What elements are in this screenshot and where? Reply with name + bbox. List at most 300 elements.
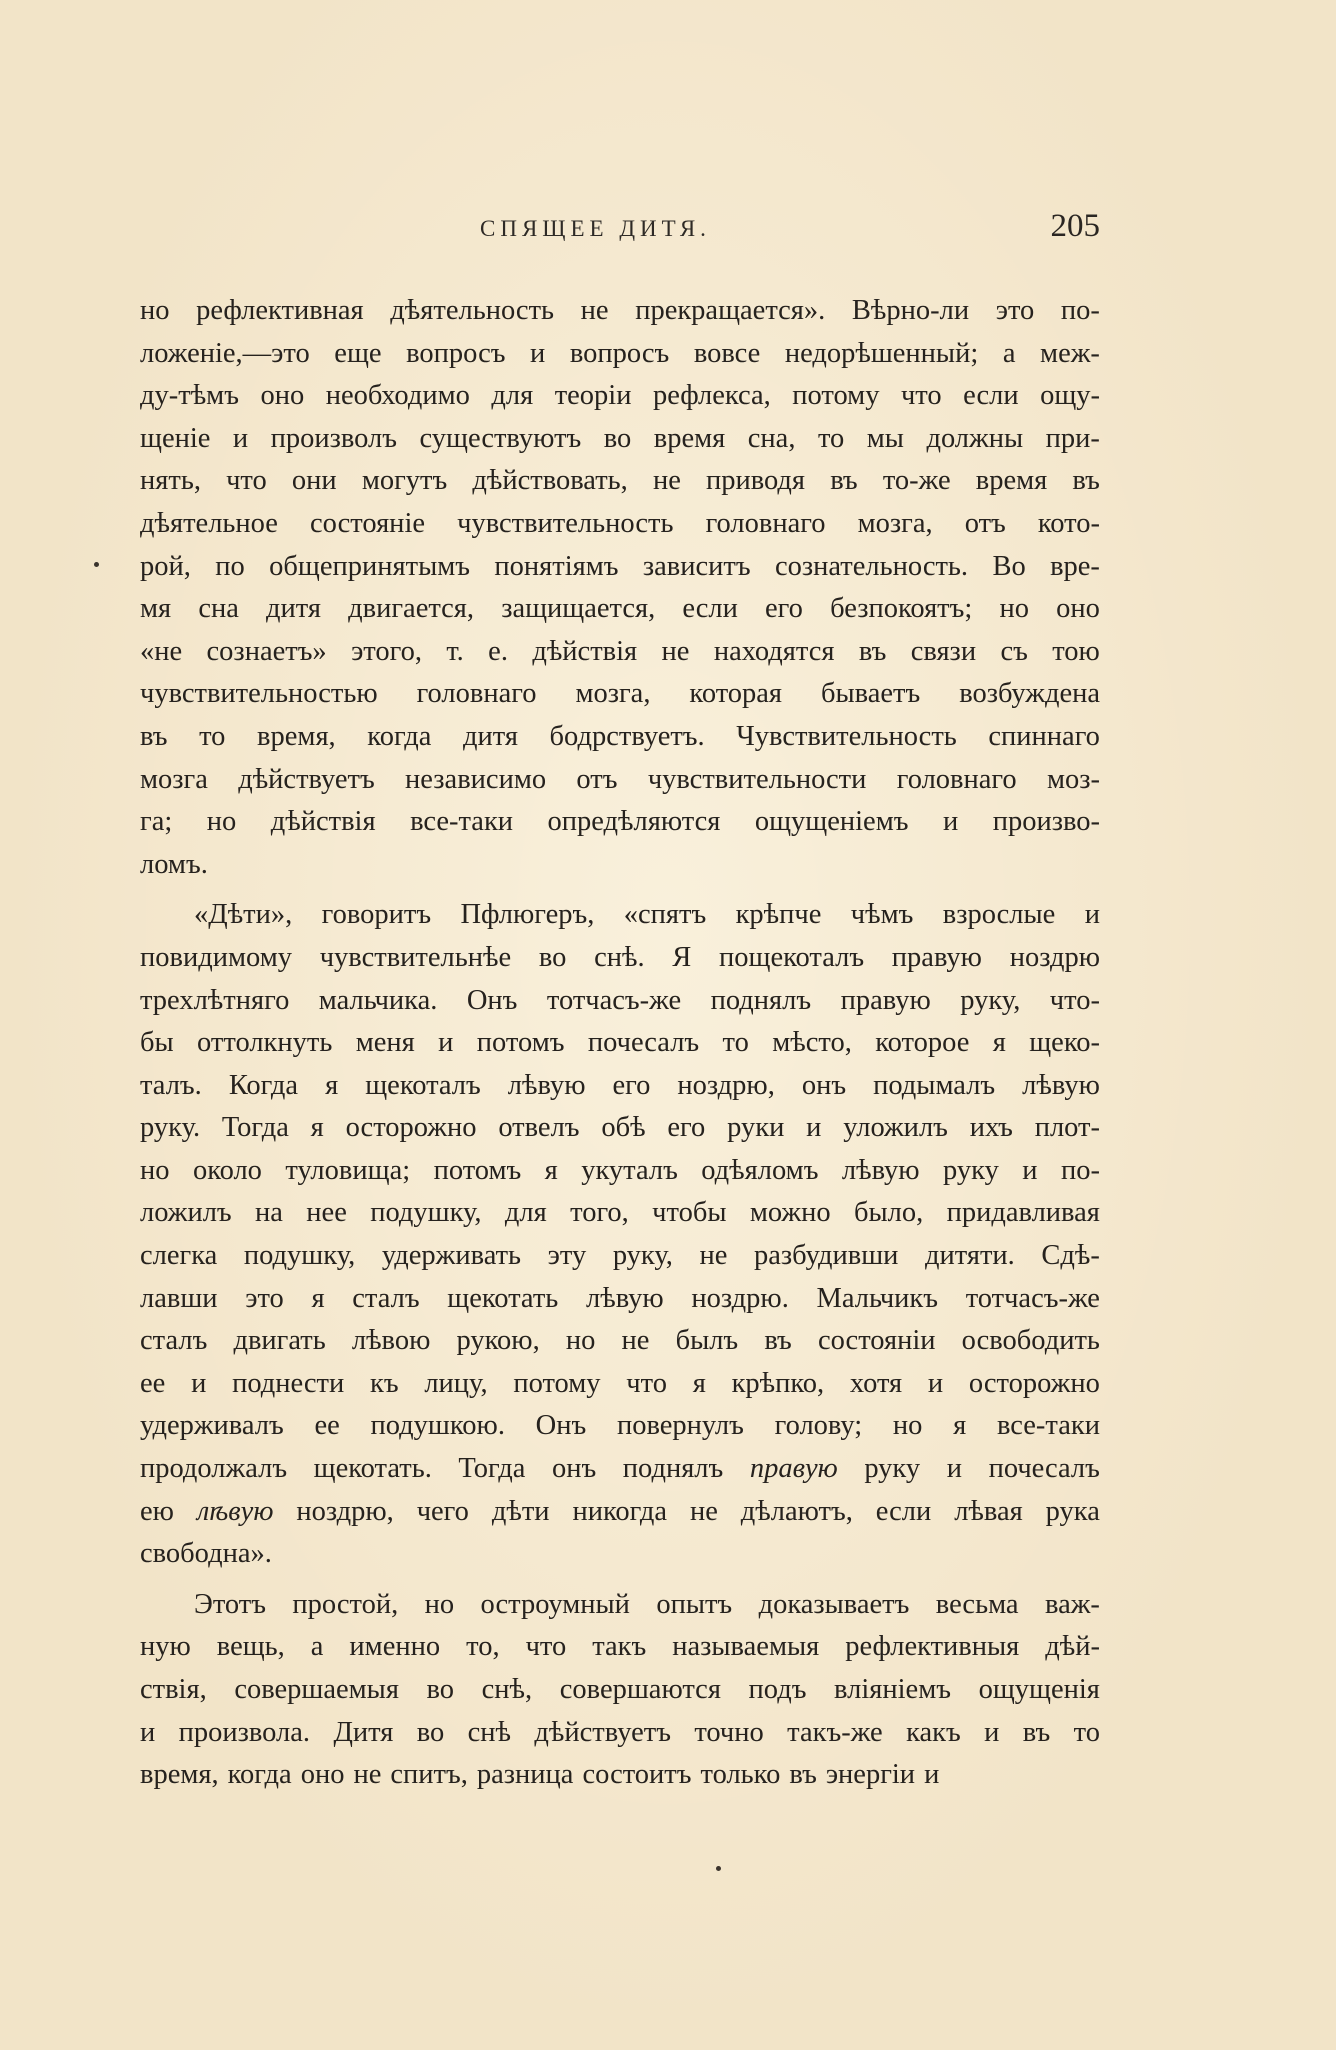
word: руки [727,1112,785,1144]
word: правую [840,984,931,1016]
word: и [191,1367,207,1399]
word: рой, [140,550,191,582]
word: Когда [228,1069,299,1101]
word: лѣвую [841,1154,920,1186]
word: Тогда [458,1453,526,1485]
word: дѣти [491,1495,550,1527]
word: снѣ [467,1716,512,1748]
word: лѣвую [507,1069,586,1101]
word: туловища; [285,1154,411,1186]
word: сталъ [352,1282,420,1314]
word: все-таки [996,1410,1100,1442]
word: и [1022,1154,1038,1186]
word: не [652,465,681,497]
word: онъ [801,1069,847,1101]
text-line [140,1669,1100,1712]
word: оттолкнуть [197,1027,333,1059]
word: съ [1000,635,1028,667]
word: кото- [1037,507,1100,539]
word: крѣпко, [731,1367,825,1399]
word: удерживать [381,1240,522,1272]
word: и [946,1453,962,1485]
word: слегка [140,1240,218,1272]
word: я [692,1367,706,1399]
word: и [530,337,546,369]
word: что- [1049,984,1100,1016]
word: укуталъ [581,1154,678,1186]
word: но [892,1410,923,1442]
word: состоитъ [582,1759,692,1791]
word: обѣ [601,1112,646,1144]
word: оно [1056,593,1100,625]
word: Чувствительность [736,720,957,752]
word: подушкою. [370,1410,505,1442]
paragraph [140,894,1100,1576]
word: но [140,1154,170,1186]
word: рефлективныя [845,1631,1020,1663]
word: освободить [961,1325,1100,1357]
text-line [140,1754,1100,1797]
text-line [140,460,1100,503]
word: тотчасъ-же [546,984,682,1016]
text-line [140,631,1100,674]
ink-speck [716,1866,721,1871]
word: если [963,380,1019,412]
word: рефлекса, [652,380,771,412]
word: лѣвую [586,1282,664,1314]
word: отъ [964,507,1006,539]
paragraph-gap [140,1576,1100,1584]
word: «спятъ [623,899,707,931]
word: чувствительность [457,507,674,539]
word: дѣйствія [532,635,638,667]
word: говоритъ [321,899,432,931]
word: что [525,1631,567,1663]
word: головнаго [896,763,1017,795]
word: удерживалъ [140,1410,284,1442]
ink-speck [94,562,99,567]
word: я [953,1410,967,1442]
word: я [311,1282,325,1314]
word: не [353,1759,382,1791]
word: повернулъ [616,1410,744,1442]
word: въ [858,635,887,667]
word: что [900,380,942,412]
word: то [722,1027,749,1059]
word: еще [334,337,382,369]
text-line [140,1626,1100,1669]
text-line [140,1065,1100,1108]
word: ную [140,1631,191,1663]
word: почесалъ [587,1027,700,1059]
word: Мальчикъ [816,1282,938,1314]
word: ложеніе,—это [140,337,310,369]
word: защищается, [501,593,656,625]
word: находятся [713,635,835,667]
word: бы [140,1027,174,1059]
word: такъ-же [787,1716,883,1748]
word: прекращается». [635,295,826,326]
word: меж- [1040,337,1100,369]
word: чѣмъ [850,899,914,931]
word: е. [488,635,508,667]
text-line [140,333,1100,376]
word: мя [140,593,172,625]
word: если [875,1495,932,1527]
word: почесалъ [988,1453,1100,1485]
word: то [817,422,845,454]
word: свободна». [140,1538,272,1570]
word: и [927,1367,944,1399]
word: во [416,1716,445,1748]
word: и [1084,899,1100,931]
word: и [438,1027,454,1059]
word: то-же [882,465,951,497]
word: ощущеніемъ [754,806,909,838]
word: доказываетъ [758,1588,910,1620]
word: опредѣляются [547,806,721,838]
word: произво- [992,806,1100,838]
word: оно [260,380,305,412]
word: на [255,1197,283,1229]
word: взрослые [942,899,1056,931]
word: двигается, [348,593,475,625]
word: я [310,1112,324,1144]
word: понятіямъ [494,550,619,582]
paragraph [140,1584,1100,1797]
word: къ [369,1367,399,1399]
page-number: 205 [1050,208,1100,244]
word: правую [749,1453,838,1485]
word: рефлективная [196,295,364,326]
word: лицу, [424,1367,488,1399]
word: ломъ. [140,848,208,880]
word: бываетъ [821,678,921,710]
word: безпокоятъ; [830,593,973,625]
word: для [491,380,534,412]
word: остроумный [480,1588,630,1620]
text-line [140,801,1100,844]
word: дѣйствуетъ [238,763,375,795]
word: при- [1045,422,1100,454]
word: чувствительнѣе [319,941,512,973]
word: сна, [747,422,796,454]
word: мозга [140,763,208,795]
word: по [215,550,245,582]
word: того, [570,1197,629,1229]
word: осторожно [345,1112,477,1144]
word: то [1073,1716,1100,1748]
text-line [140,673,1100,716]
word: двигать [233,1325,326,1357]
word: га; [140,806,173,838]
word: какъ [906,1716,961,1748]
word: разбудивши [754,1240,899,1272]
word: но [206,806,237,838]
word: я [992,1027,1006,1059]
word: ноздрю. [691,1282,789,1314]
word: мальчика. [318,984,438,1016]
word: Вѣрно-ли [851,295,970,326]
text-line [140,1022,1100,1065]
word: для [504,1197,547,1229]
word: произвола. [178,1716,311,1748]
text-line [140,546,1100,589]
word: если [682,593,738,625]
text-line [140,418,1100,461]
word: во [538,941,567,973]
word: онъ [551,1453,597,1485]
text-line [140,1192,1100,1235]
word: а [310,1631,324,1663]
word: талъ. [140,1069,202,1101]
word: было, [853,1197,924,1229]
word: ноздрю [1009,941,1100,973]
chapter-title: СПЯЩЕЕ ДИТЯ. [480,216,711,241]
word: Сдѣ- [1041,1240,1100,1272]
word: но [424,1588,455,1620]
text-line [140,1278,1100,1321]
word: сталъ [140,1325,208,1357]
word: Во [992,550,1026,582]
text-line [140,1363,1100,1406]
word: которое [875,1027,970,1059]
word: меня [355,1027,415,1059]
word: одѣяломъ [701,1154,819,1186]
word: руку [943,1154,999,1186]
word: дѣйствовать, [472,465,628,497]
word: ее [314,1410,340,1442]
word: подъ [748,1674,807,1705]
word: «не [140,635,183,667]
word: эту [547,1240,587,1272]
word: дитя [266,593,321,625]
word: разница [476,1759,574,1791]
word: «Дѣти», [194,899,293,931]
word: плот- [1034,1112,1100,1144]
word: могутъ [361,465,448,497]
word: Тогда [221,1112,289,1144]
text-line [140,1150,1100,1193]
word: вліяніемъ [834,1674,951,1705]
word: рукою, [456,1325,540,1357]
word: Онъ [535,1410,587,1442]
word: ихъ [969,1112,1013,1144]
word: называемыя [672,1631,820,1663]
word: подымалъ [873,1069,996,1101]
text-line [140,716,1100,759]
word: подушку, [243,1240,356,1272]
word: важ- [1044,1588,1100,1620]
word: весьма [935,1588,1019,1620]
word: продолжалъ [140,1453,288,1485]
word: вовсе [693,337,761,369]
word: произволъ [270,422,398,454]
word: но [565,1325,596,1357]
word: можно [749,1197,831,1229]
word: голову; [774,1410,863,1442]
word: чувствительностью [140,678,378,710]
word: вещь, [216,1631,285,1663]
word: ноздрю, [296,1495,394,1527]
text-line [140,588,1100,631]
word: я [544,1154,558,1186]
word: потому [513,1367,601,1399]
word: лѣвая [954,1495,1023,1527]
word: простой, [292,1588,399,1620]
text-line [140,980,1100,1023]
word: снѣ. [594,941,645,973]
word: сознаетъ» [206,635,327,667]
word: приводя [705,465,806,497]
word: тою [1052,635,1100,667]
word: ощу- [1040,380,1100,412]
word: не [699,1240,728,1272]
word: щекотать [447,1282,559,1314]
word: руку. [140,1112,201,1144]
word: нять, [140,465,201,497]
word: въ [1022,1716,1051,1748]
word: и [806,1112,822,1144]
word: въ [830,465,858,497]
word: но [999,593,1029,625]
word: былъ [675,1325,739,1357]
word: такъ [592,1631,647,1663]
word: чтобы [652,1197,727,1229]
text-line [140,1320,1100,1363]
word: зависитъ [642,550,751,582]
word: Пфлюгеръ, [460,899,595,931]
text-line [140,1533,1100,1576]
word: поднести [232,1367,345,1399]
word: тотчасъ-же [965,1282,1100,1314]
word: во [426,1674,455,1705]
word: связи [910,635,977,667]
word: его [765,593,803,625]
word: энергіи [825,1759,916,1791]
word: уложилъ [843,1112,948,1144]
word: во [603,422,632,454]
word: дитяти. [925,1240,1015,1272]
text-line [140,759,1100,802]
text-line [140,1107,1100,1150]
word: мы [866,422,904,454]
text-line [140,1448,1100,1491]
text-line [140,1235,1100,1278]
word: потомъ [476,1027,565,1059]
word: совершаемыя [234,1674,399,1705]
word: рука [1045,1495,1100,1527]
word: дѣлаютъ, [740,1495,853,1527]
word: т. [446,635,464,667]
word: независимо [405,763,547,795]
word: потому [792,380,880,412]
word: не [689,1495,718,1527]
word: руку [864,1453,921,1485]
word: чувствительности [647,763,867,795]
word: Я [672,941,692,973]
word: именно [349,1631,441,1663]
word: существуютъ [419,422,582,454]
word: въ [764,1325,792,1357]
word: щеко- [1029,1027,1100,1059]
word: руку, [960,984,1021,1016]
word: не [661,635,690,667]
word: дѣйствуетъ [534,1716,671,1748]
word: вре- [1050,550,1100,582]
word: около [192,1154,262,1186]
word: ду-тѣмъ [140,380,239,412]
word: пощекоталъ [719,941,865,973]
text-line [140,1405,1100,1448]
word: въ [1072,465,1100,497]
word: не [621,1325,650,1357]
word: поднялъ [622,1453,724,1485]
word: сна [198,593,239,625]
text-line [140,937,1100,980]
word: что [226,465,267,497]
word: хотя [849,1367,903,1399]
word: отвелъ [498,1112,580,1144]
word: бодрствуетъ. [549,720,705,752]
word: но [140,295,170,326]
word: что [626,1367,667,1399]
text-line [140,1712,1100,1755]
word: опытъ [656,1588,733,1620]
text-line [140,1584,1100,1627]
word: дѣятельность [390,295,555,326]
word: руку, [612,1240,673,1272]
text-line [140,290,1100,333]
word: потомъ [433,1154,522,1186]
word: Онъ [466,984,518,1016]
word: мѣсто, [772,1027,852,1059]
word: его [612,1069,651,1101]
text-line [140,375,1100,418]
word: время, [140,1759,219,1791]
word: все-таки [410,806,514,838]
word: нее [306,1197,347,1229]
word: то [199,720,226,752]
word: чего [416,1495,469,1527]
word: щекотать. [313,1453,432,1485]
word: ствія, [140,1674,207,1705]
word: они [291,465,337,497]
word: и [232,422,249,454]
word: только [700,1759,781,1791]
word: состояніи [817,1325,936,1357]
word: необходимо [325,380,470,412]
word: лавши [140,1282,218,1314]
word: время [975,465,1048,497]
word: ложилъ [140,1197,232,1229]
word: отъ [576,763,618,795]
word: совершаются [559,1674,721,1705]
word: которая [689,678,783,710]
text-line [140,503,1100,546]
word: подушку, [370,1197,482,1229]
word: ощущенія [978,1674,1100,1705]
word: трехлѣтняго [140,984,290,1016]
word: общепринятымъ [269,550,470,582]
word: лѣвою [351,1325,431,1357]
word: придавливая [946,1197,1100,1229]
word: щеніе [140,422,211,454]
word: не [580,295,609,326]
word: сознательность. [774,550,969,582]
word: это [995,295,1035,326]
paragraph [140,290,1100,886]
